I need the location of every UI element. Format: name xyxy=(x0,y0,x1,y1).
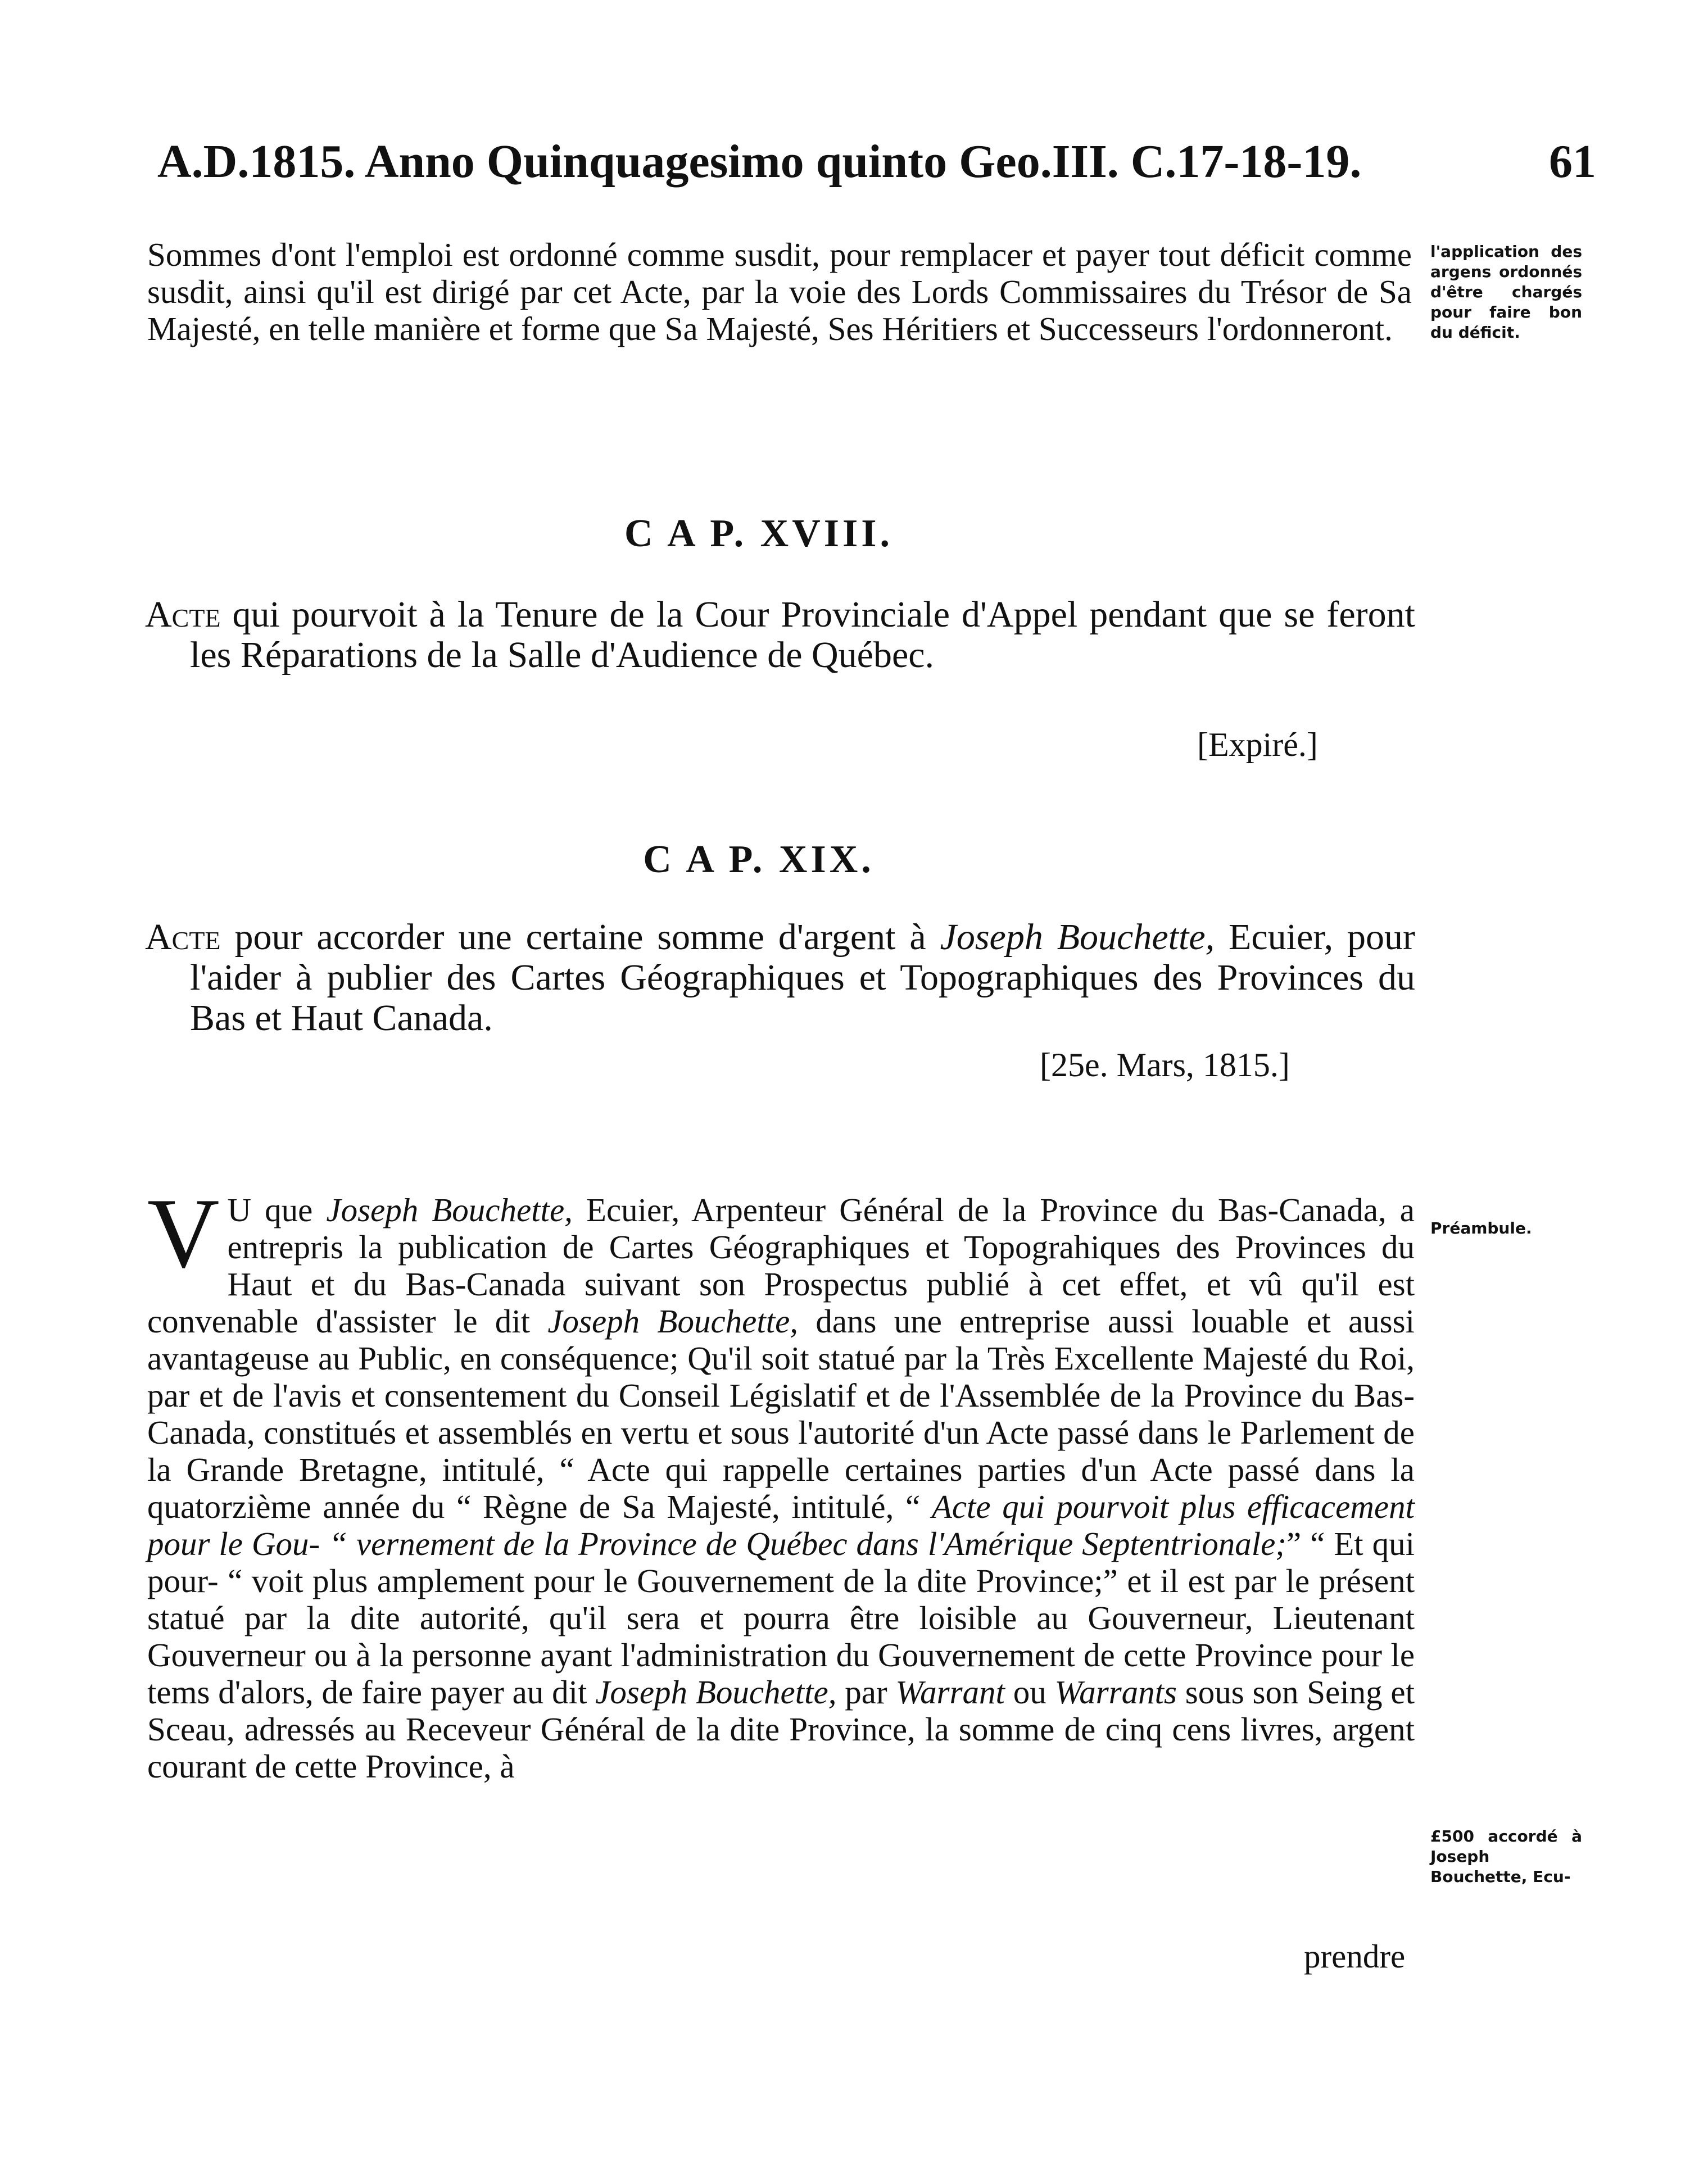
preamble-warrant: Warrants xyxy=(1054,1674,1177,1711)
acte-text: qui pourvoit à la Tenure de la Cour Provinciale d'Appel pendant que se feront les Réparations de la Salle d'Audience de Québec. xyxy=(190,594,1415,675)
margin-note-application: l'application des argens ordonnés d'être chargés pour faire bon du déficit. xyxy=(1430,242,1582,342)
preamble-text: Ecuier, Arpenteur Général de la Province du Bas-Canada, a entrepris la publication de Cartes Géographiques et Topograhiques des Provinces du Haut et du Bas-Canada suivant son Prospectus publié à cet effet, et vû qu'il est convenable d'assister le dit xyxy=(147,1191,1415,1340)
acte-lead: Acte xyxy=(145,917,221,958)
margin-note-500: £500 accordé à Joseph Bouchette, Ecu- xyxy=(1430,1827,1582,1886)
drop-cap: V xyxy=(147,1177,220,1289)
preamble-text: dans une entreprise aussi louable et aussi avantageuse au Public, en conséquence; Qu'il soit statué par la Très Excellente Majesté du Roi, par et de l'avis et consentement du Conseil Législatif et de l'Assemblée de la Province du Bas-Canada, constitués et assemblés en vertu et sous l'autorité d'un Acte passé dans le Parlement de la Grande Bretagne, intitulé, “ Acte qui rappelle certaines parties d'un Acte passé dans la quatorzième année du “ Règne de Sa Majesté, intitulé, “ xyxy=(147,1303,1415,1525)
cap18-status: [Expiré.] xyxy=(1197,726,1318,763)
preamble-warrant: Warrant xyxy=(895,1674,1005,1711)
page-header xyxy=(141,128,1596,196)
acte-name: Joseph Bouchette, xyxy=(940,917,1215,958)
preamble-text: par xyxy=(836,1674,896,1711)
preamble-name: Joseph Bouchette, xyxy=(547,1303,799,1340)
preamble-text: sous son Seing et Sceau, adressés au Receveur Général de la dite Province, la somme de cinq cens livres, argent courant de cette Province, à xyxy=(147,1674,1415,1785)
preamble-paragraph xyxy=(147,1177,1415,1785)
cap19-acte-title xyxy=(145,917,1415,1039)
page-number: 61 xyxy=(1549,135,1596,188)
preamble-text: ” “ Et qui pour- “ voit plus amplement pour le Gouvernement de la dite Province;” et il est par le présent statué par la dite autorité, qu'il sera et pourra être loisible au Gouverneur, Lieutenant Gouverneur ou à la personne ayant l'administration du Gouvernement de cette Province pour le tems d'alors, de faire payer au dit xyxy=(147,1525,1415,1711)
acte-lead: Acte xyxy=(145,594,221,635)
acte-text-2: Ecuier, pour l'aider à publier des Cartes Géographiques et Topographiques des Provinces du Bas et Haut Canada. xyxy=(190,917,1415,1039)
catchword: prendre xyxy=(1304,1938,1406,1975)
cap17-closing-paragraph: Sommes d'ont l'emploi est ordonné comme susdit, pour remplacer et payer tout déficit comme susdit, ainsi qu'il est dirigé par cet Acte, par la voie des Lords Commissaires du Trésor de Sa Majesté, en telle manière et forme que Sa Majesté, Ses Héritiers et Successeurs l'ordonneront. xyxy=(147,236,1412,347)
cap19-heading: C A P. XIX. xyxy=(643,838,875,881)
cap18-heading: C A P. XVIII. xyxy=(624,512,894,555)
cap18-acte-title xyxy=(145,595,1415,675)
cap19-date: [25e. Mars, 1815.] xyxy=(1040,1046,1290,1083)
preamble-text: U que xyxy=(227,1191,327,1228)
preamble-name: Joseph Bouchette, xyxy=(326,1191,573,1228)
running-head: A.D.1815. Anno Quinquagesimo quinto Geo.III. C.17-18-19. xyxy=(157,135,1362,188)
acte-text-1: pour accorder une certaine somme d'argent à xyxy=(220,917,940,958)
margin-note-preambule: Préambule. xyxy=(1430,1219,1532,1237)
preamble-name: Joseph Bouchette, xyxy=(595,1674,837,1711)
preamble-text: ou xyxy=(1004,1674,1055,1711)
preamble-act-title: Acte qui pourvoit plus efficacement pour le Gou- “ vernement de la Province de Québec dans l'Amérique Septentrionale; xyxy=(147,1488,1415,1562)
